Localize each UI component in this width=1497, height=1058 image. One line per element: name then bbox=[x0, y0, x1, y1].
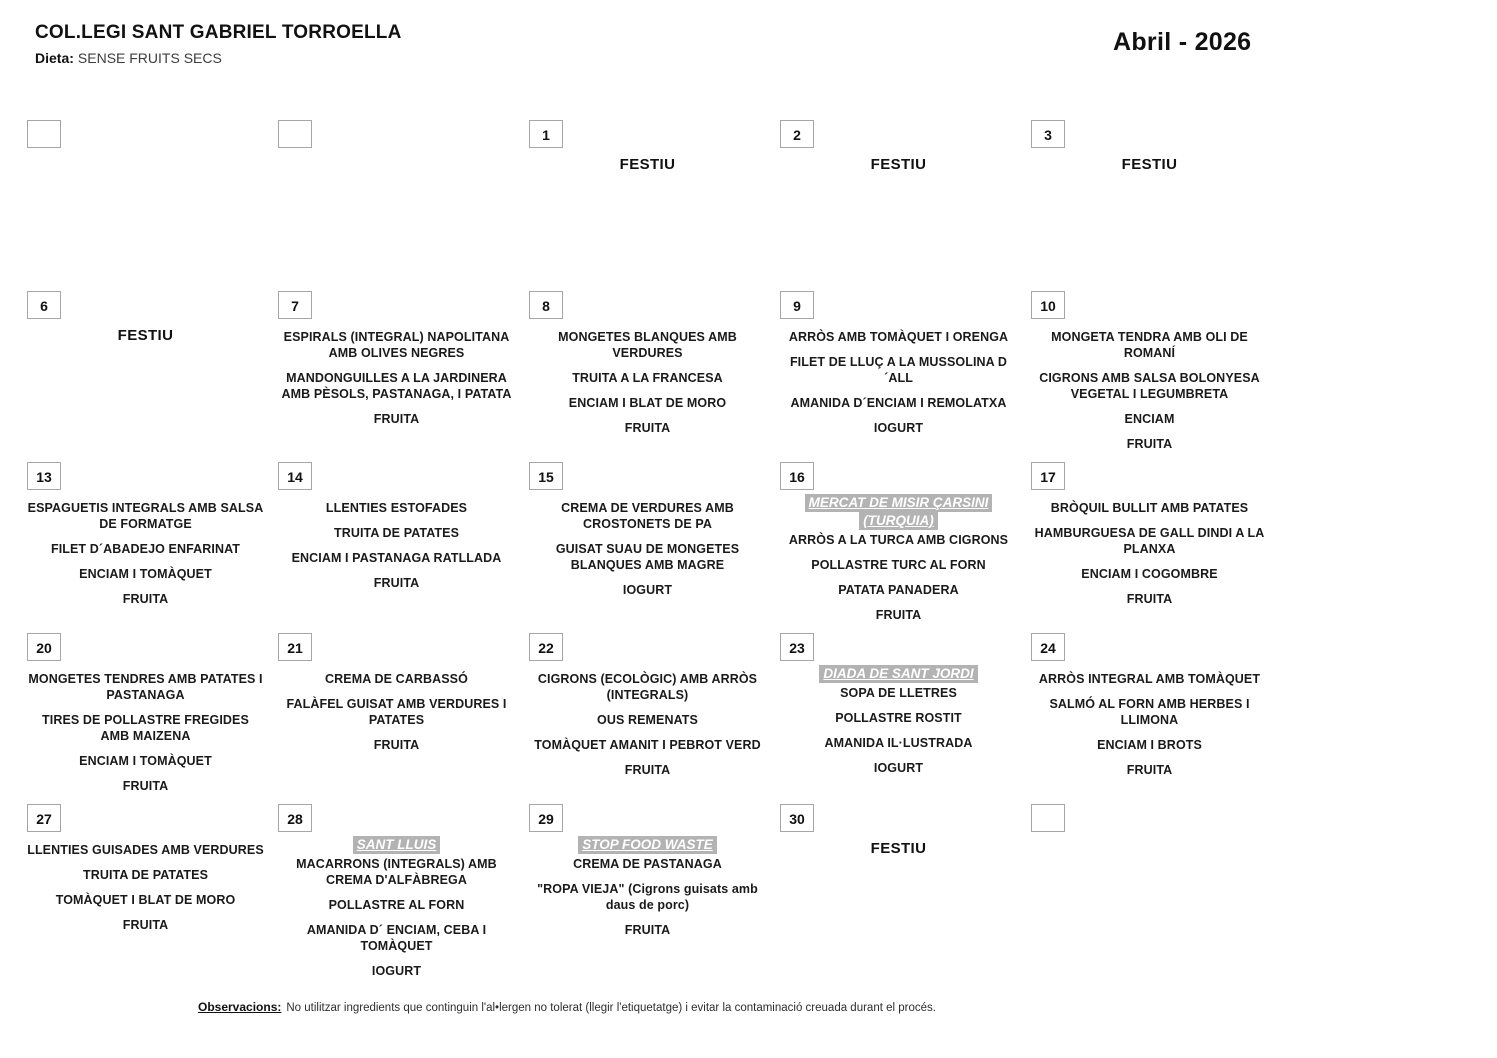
menu-item: BRÒQUIL BULLIT AMB PATATES bbox=[1050, 501, 1249, 515]
day-number-box: 20 bbox=[27, 633, 61, 661]
calendar-cell bbox=[271, 120, 522, 291]
menu-item: CIGRONS AMB SALSA BOLONYESA VEGETAL I LEGUMBRETA bbox=[1039, 371, 1260, 401]
calendar-cell bbox=[271, 462, 522, 633]
day-number-box: 7 bbox=[278, 291, 312, 319]
calendar-cell bbox=[20, 462, 271, 633]
menu-item-list bbox=[271, 500, 522, 591]
menu-item: AMANIDA D´ENCIAM I REMOLATXA bbox=[790, 396, 1007, 410]
special-event-label bbox=[271, 836, 522, 854]
menu-item: FRUITA bbox=[373, 412, 420, 426]
calendar-cell bbox=[271, 633, 522, 804]
special-event-line: SANT LLUIS bbox=[353, 836, 441, 854]
menu-item: ENCIAM I TOMÀQUET bbox=[79, 567, 212, 581]
menu-item: AMANIDA D´ ENCIAM, CEBA I TOMÀQUET bbox=[306, 923, 487, 953]
menu-item: "ROPA VIEJA" (Cigrons guisats amb daus de porc) bbox=[537, 882, 758, 912]
menu-item: ENCIAM I BLAT DE MORO bbox=[568, 396, 727, 410]
special-event-label bbox=[773, 665, 1024, 683]
day-number-box: 10 bbox=[1031, 291, 1065, 319]
menu-item: MANDONGUILLES A LA JARDINERA AMB PÈSOLS, PASTANAGA, I PATATA bbox=[281, 371, 512, 401]
calendar-cell bbox=[522, 804, 773, 975]
menu-item: FRUITA bbox=[1126, 437, 1173, 451]
menu-item: OUS REMENATS bbox=[597, 713, 698, 727]
page-header bbox=[35, 22, 402, 66]
menu-item: PATATA PANADERA bbox=[838, 583, 959, 597]
calendar-cell bbox=[20, 291, 271, 462]
menu-item: FRUITA bbox=[122, 592, 169, 606]
menu-item: MONGETES BLANQUES AMB VERDURES bbox=[558, 330, 737, 360]
day-number-box: 29 bbox=[529, 804, 563, 832]
day-number-box bbox=[278, 120, 312, 148]
menu-item: TRUITA A LA FRANCESA bbox=[572, 371, 723, 385]
menu-item: ENCIAM I COGOMBRE bbox=[1081, 567, 1218, 581]
festiu-label: FESTIU bbox=[1121, 156, 1178, 173]
calendar-cell bbox=[271, 291, 522, 462]
menu-item: TIRES DE POLLASTRE FREGIDES AMB MAIZENA bbox=[42, 713, 249, 743]
menu-item: POLLASTRE ROSTIT bbox=[835, 711, 962, 725]
menu-item: FRUITA bbox=[373, 738, 420, 752]
menu-item: TOMÀQUET AMANIT I PEBROT VERD bbox=[534, 738, 761, 752]
menu-item: HAMBURGUESA DE GALL DINDI A LA PLANXA bbox=[1034, 526, 1265, 556]
calendar-cell bbox=[773, 462, 1024, 633]
menu-item: CREMA DE CARBASSÓ bbox=[325, 672, 468, 686]
menu-item: LLENTIES ESTOFADES bbox=[325, 501, 468, 515]
menu-item: FRUITA bbox=[875, 608, 922, 622]
menu-item: IOGURT bbox=[371, 964, 422, 978]
calendar-cell bbox=[20, 120, 271, 291]
menu-item: POLLASTRE TURC AL FORN bbox=[811, 558, 986, 572]
calendar-cell bbox=[522, 633, 773, 804]
calendar-cell bbox=[271, 804, 522, 978]
observations-text: No utilitzar ingredients que continguin l'al•lergen no tolerat (llegir l'etiquetatge) i evitar la contaminació creuada durant el procés. bbox=[286, 1002, 936, 1014]
menu-item: AMANIDA IL·LUSTRADA bbox=[824, 736, 973, 750]
menu-item: MONGETA TENDRA AMB OLI DE ROMANÍ bbox=[1051, 330, 1248, 360]
menu-item: FRUITA bbox=[1126, 592, 1173, 606]
menu-item: FRUITA bbox=[122, 779, 169, 793]
menu-item-list bbox=[1024, 329, 1275, 452]
menu-item-list bbox=[522, 671, 773, 778]
menu-item: CIGRONS (ECOLÒGIC) AMB ARRÒS (INTEGRALS) bbox=[537, 672, 758, 702]
special-event-label bbox=[522, 836, 773, 854]
special-event-line: (TURQUIA) bbox=[859, 512, 938, 530]
special-event-line: MERCAT DE MISIR ÇARSINI bbox=[805, 494, 993, 512]
calendar-cell bbox=[20, 804, 271, 975]
menu-item: POLLASTRE AL FORN bbox=[328, 898, 465, 912]
menu-item: IOGURT bbox=[873, 761, 924, 775]
menu-item: MACARRONS (INTEGRALS) AMB CREMA D'ALFÀBREGA bbox=[296, 857, 497, 887]
menu-item: FRUITA bbox=[122, 918, 169, 932]
calendar-cell bbox=[522, 291, 773, 462]
day-number-box: 9 bbox=[780, 291, 814, 319]
calendar-cell bbox=[1024, 633, 1275, 804]
day-number-box: 23 bbox=[780, 633, 814, 661]
menu-item-list bbox=[1024, 500, 1275, 607]
menu-item-list bbox=[773, 532, 1024, 623]
day-number-box bbox=[1031, 804, 1065, 832]
day-number-box: 22 bbox=[529, 633, 563, 661]
calendar-cell bbox=[773, 291, 1024, 462]
menu-item-list bbox=[271, 329, 522, 427]
day-number-box: 28 bbox=[278, 804, 312, 832]
menu-item-list bbox=[522, 500, 773, 598]
festiu-label: FESTIU bbox=[619, 156, 676, 173]
menu-item: ENCIAM I PASTANAGA RATLLADA bbox=[291, 551, 502, 565]
day-number-box: 1 bbox=[529, 120, 563, 148]
diet-label: Dieta: bbox=[35, 50, 74, 66]
day-number-box: 13 bbox=[27, 462, 61, 490]
calendar-cell bbox=[1024, 462, 1275, 633]
calendar-cell bbox=[522, 120, 773, 291]
special-event-label bbox=[773, 494, 1024, 530]
menu-item: SOPA DE LLETRES bbox=[840, 686, 957, 700]
menu-item: FALÀFEL GUISAT AMB VERDURES I PATATES bbox=[286, 697, 507, 727]
calendar-cell bbox=[773, 804, 1024, 975]
menu-item: SALMÓ AL FORN AMB HERBES I LLIMONA bbox=[1049, 697, 1250, 727]
menu-item: FRUITA bbox=[1126, 763, 1173, 777]
menu-item: ENCIAM I BROTS bbox=[1097, 738, 1202, 752]
day-number-box: 6 bbox=[27, 291, 61, 319]
special-event-line: DIADA DE SANT JORDI bbox=[819, 665, 977, 683]
menu-item: TOMÀQUET I BLAT DE MORO bbox=[55, 893, 236, 907]
menu-item: FRUITA bbox=[624, 421, 671, 435]
menu-item: ESPIRALS (INTEGRAL) NAPOLITANA AMB OLIVES NEGRES bbox=[283, 330, 510, 360]
menu-item: ESPAGUETIS INTEGRALS AMB SALSA DE FORMATGE bbox=[27, 501, 264, 531]
diet-value: SENSE FRUITS SECS bbox=[77, 50, 222, 66]
menu-item: ARRÒS AMB TOMÀQUET I ORENGA bbox=[788, 330, 1009, 344]
day-number-box: 2 bbox=[780, 120, 814, 148]
day-number-box: 27 bbox=[27, 804, 61, 832]
festiu-label: FESTIU bbox=[870, 156, 927, 173]
menu-item: CREMA DE VERDURES AMB CROSTONETS DE PA bbox=[561, 501, 734, 531]
menu-item-list bbox=[20, 671, 271, 794]
day-number-box: 21 bbox=[278, 633, 312, 661]
menu-item-list bbox=[522, 329, 773, 436]
menu-item-list bbox=[1024, 671, 1275, 778]
menu-item-list bbox=[773, 685, 1024, 776]
menu-item: IOGURT bbox=[622, 583, 673, 597]
menu-item: FILET DE LLUÇ A LA MUSSOLINA D´ALL bbox=[789, 355, 1008, 385]
day-number-box: 30 bbox=[780, 804, 814, 832]
calendar-cell bbox=[773, 120, 1024, 291]
menu-item-list bbox=[20, 842, 271, 933]
menu-item: GUISAT SUAU DE MONGETES BLANQUES AMB MAGRE bbox=[555, 542, 740, 572]
menu-item-list bbox=[20, 500, 271, 607]
menu-item-list bbox=[271, 671, 522, 753]
calendar-cell bbox=[1024, 804, 1275, 975]
menu-item: LLENTIES GUISADES AMB VERDURES bbox=[27, 843, 264, 857]
day-number-box: 3 bbox=[1031, 120, 1065, 148]
observations bbox=[198, 1000, 936, 1014]
observations-label: Observacions: bbox=[198, 1000, 282, 1014]
menu-item: TRUITA DE PATATES bbox=[333, 526, 460, 540]
calendar-cell bbox=[20, 633, 271, 804]
menu-item: CREMA DE PASTANAGA bbox=[573, 857, 722, 871]
menu-item: ARRÒS INTEGRAL AMB TOMÀQUET bbox=[1038, 672, 1261, 686]
calendar-cell bbox=[522, 462, 773, 633]
festiu-label: FESTIU bbox=[870, 840, 927, 857]
festiu-label: FESTIU bbox=[117, 327, 174, 344]
month-title: Abril - 2026 bbox=[1113, 28, 1252, 56]
day-number-box: 17 bbox=[1031, 462, 1065, 490]
menu-item: FRUITA bbox=[624, 923, 671, 937]
menu-item: ARRÒS A LA TURCA AMB CIGRONS bbox=[788, 533, 1009, 547]
day-number-box bbox=[27, 120, 61, 148]
menu-item: MONGETES TENDRES AMB PATATES I PASTANAGA bbox=[28, 672, 263, 702]
calendar-cell bbox=[773, 633, 1024, 804]
menu-item: FRUITA bbox=[624, 763, 671, 777]
day-number-box: 8 bbox=[529, 291, 563, 319]
menu-item: IOGURT bbox=[873, 421, 924, 435]
day-number-box: 14 bbox=[278, 462, 312, 490]
menu-item-list bbox=[522, 856, 773, 938]
day-number-box: 16 bbox=[780, 462, 814, 490]
day-number-box: 15 bbox=[529, 462, 563, 490]
diet-line bbox=[35, 50, 402, 66]
special-event-line: STOP FOOD WASTE bbox=[578, 836, 717, 854]
calendar-cell bbox=[1024, 291, 1275, 462]
day-number-box: 24 bbox=[1031, 633, 1065, 661]
menu-item: FILET D´ABADEJO ENFARINAT bbox=[50, 542, 241, 556]
menu-item: FRUITA bbox=[373, 576, 420, 590]
menu-item-list bbox=[271, 856, 522, 979]
calendar-cell bbox=[1024, 120, 1275, 291]
calendar-grid bbox=[20, 120, 1275, 978]
menu-item: ENCIAM bbox=[1124, 412, 1175, 426]
menu-item-list bbox=[773, 329, 1024, 436]
menu-item: TRUITA DE PATATES bbox=[82, 868, 209, 882]
menu-item: ENCIAM I TOMÀQUET bbox=[79, 754, 212, 768]
school-name: COL.LEGI SANT GABRIEL TORROELLA bbox=[35, 22, 402, 43]
